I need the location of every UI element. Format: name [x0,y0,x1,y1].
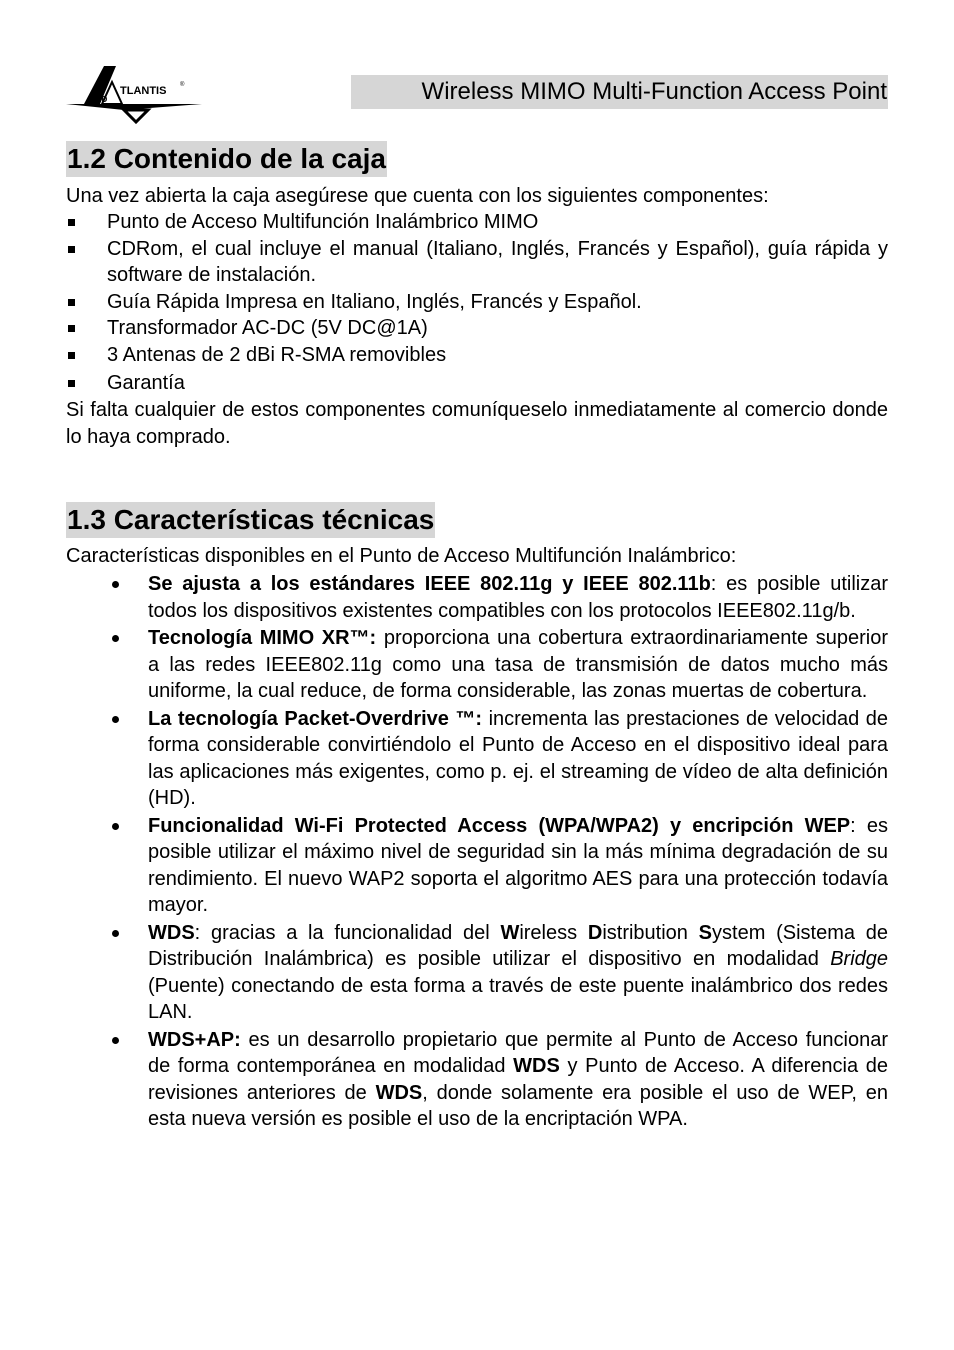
square-bullet-icon [68,299,75,306]
svg-text:TLANTIS: TLANTIS [120,85,167,97]
atlantis-logo [64,64,204,126]
box-intro: Una vez abierta la caja asegúrese que cuenta con los siguientes componentes: [66,185,769,207]
list-item: CDRom, el cual incluye el manual (Italiano, Inglés, Francés y Español), guía rápida y software de instalación. [66,236,888,289]
bullet-icon [112,930,119,937]
list-item: WDS: gracias a la funcionalidad del Wireless Distribution System (Sistema de Distribución Inalámbrica) es posible utilizar el dispositivo en modalidad Bridge (Puente) conectando de esta forma a través de este puente inalámbrico dos redes LAN. [66,920,888,1026]
square-bullet-icon [68,219,75,226]
bullet-icon [112,1037,119,1044]
square-bullet-icon [68,352,75,359]
list-item: Punto de Acceso Multifunción Inalámbrico MIMO [66,209,888,236]
specs-list [66,571,888,1134]
bullet-icon [112,823,119,830]
list-item: Guía Rápida Impresa en Italiano, Inglés, Francés y Español. [66,289,888,316]
box-outro: Si falta cualquier de estos componentes comuníqueselo inmediatamente al comercio donde lo haya comprado. [66,399,888,448]
specs-intro: Características disponibles en el Punto de Acceso Multifunción Inalámbrico: [66,545,737,567]
square-bullet-icon [68,246,75,253]
bullet-icon [112,716,119,723]
list-item: Funcionalidad Wi-Fi Protected Access (WPA/WPA2) y encripción WEP: es posible utilizar el máximo nivel de seguridad sin la más mínima degradación de su rendimiento. El nuevo WAP2 soporta el algoritmo AES para una protección todavía mayor. [66,813,888,919]
list-item: WDS+AP: es un desarrollo propietario que permite al Punto de Acceso funcionar de forma contemporánea en modalidad WDS y Punto de Acceso. A diferencia de revisiones anteriores de WDS, donde solamente era posible el uso de WEP, en esta nueva versión es posible el uso de la encriptación WPA. [66,1027,888,1133]
section-heading-box-contents: 1.2 Contenido de la caja [66,141,387,177]
square-bullet-icon [68,325,75,332]
list-item: Transformador AC-DC (5V DC@1A) [66,315,888,342]
bullet-icon [112,581,119,588]
bullet-icon [112,635,119,642]
atlantis-logo-icon [64,64,204,126]
section-heading-specs: 1.3 Características técnicas [66,502,435,538]
list-item: Garantía [66,370,888,397]
box-contents-list [66,209,888,397]
square-bullet-icon [68,380,75,387]
list-item: La tecnología Packet-Overdrive ™: incrementa las prestaciones de velocidad de forma considerable convirtiéndolo el Punto de Acceso en el dispositivo ideal para las aplicaciones más exigentes, como p. ej. el streaming de vídeo de alta definición (HD). [66,706,888,812]
svg-text:AND: AND [90,95,108,104]
list-item: 3 Antenas de 2 dBi R-SMA removibles [66,342,888,369]
list-item: Se ajusta a los estándares IEEE 802.11g y IEEE 802.11b: es posible utilizar todos los dispositivos existentes compatibles con los protocolos IEEE802.11g/b. [66,571,888,624]
svg-text:®: ® [180,82,185,88]
header-title: Wireless MIMO Multi-Function Access Point [351,75,888,109]
list-item: Tecnología MIMO XR™: proporciona una cobertura extraordinariamente superior a las redes IEEE802.11g como una tasa de transmisión de datos mucho más uniforme, la cual reduce, de forma considerable, las zonas muertas de cobertura. [66,625,888,705]
